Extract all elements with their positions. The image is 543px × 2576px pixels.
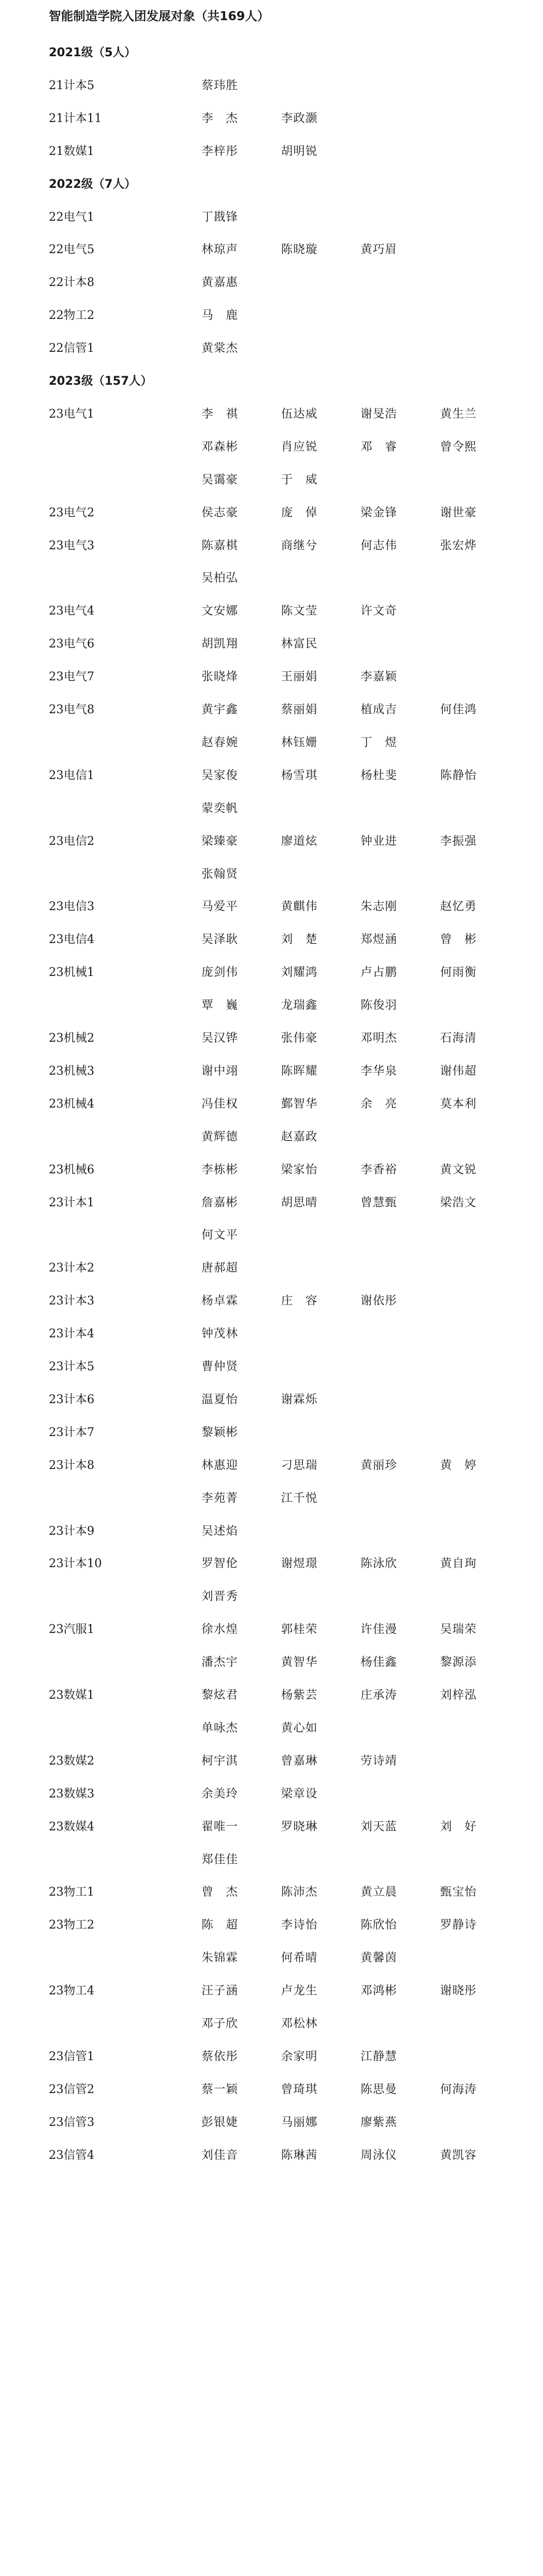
member-name: 吴家俊 — [202, 768, 239, 782]
class-name: 21计本5 — [49, 79, 94, 92]
member-name: 黄麒伟 — [281, 900, 318, 914]
member-name: 黄巧眉 — [361, 243, 398, 257]
member-name: 覃 巍 — [202, 999, 239, 1013]
member-name: 黄立晨 — [361, 1886, 398, 1899]
class-name: 23电信1 — [49, 768, 94, 782]
member-name: 石海清 — [440, 1032, 477, 1045]
class-name: 23信管4 — [49, 2148, 94, 2162]
member-name: 朱志刚 — [361, 900, 398, 914]
class-name: 21计本11 — [49, 111, 102, 125]
member-name: 杨雪琪 — [281, 768, 318, 782]
member-name: 侯志豪 — [202, 506, 239, 520]
member-name: 张翰贤 — [202, 867, 239, 881]
member-name: 陈俊羽 — [361, 999, 398, 1013]
member-name: 梁金锋 — [361, 506, 398, 520]
document-title: 智能制造学院入团发展对象（共169人） — [49, 10, 270, 23]
member-name: 黄自珣 — [440, 1557, 477, 1571]
class-name: 23电气3 — [49, 539, 94, 552]
member-name: 李 祺 — [202, 407, 239, 421]
member-name: 黄生兰 — [440, 407, 477, 421]
year-heading: 2022级（7人） — [49, 177, 136, 191]
class-name: 23计本9 — [49, 1524, 94, 1538]
member-name: 翟唯一 — [202, 1820, 239, 1834]
member-name: 蒙奕帆 — [202, 801, 239, 815]
member-name: 何希晴 — [281, 1951, 318, 1965]
member-name: 马丽娜 — [281, 2115, 318, 2129]
member-name: 龙瑞鑫 — [281, 999, 318, 1013]
member-name: 梁臻豪 — [202, 834, 239, 848]
class-name: 23信管2 — [49, 2082, 94, 2096]
member-name: 梁浩文 — [440, 1196, 477, 1209]
member-name: 张宏烨 — [440, 539, 477, 552]
member-name: 谢伟超 — [440, 1064, 477, 1078]
member-name: 何志伟 — [361, 539, 398, 552]
member-name: 肖应锐 — [281, 440, 318, 454]
class-name: 23电信4 — [49, 933, 94, 947]
member-name: 刘佳音 — [202, 2148, 239, 2162]
member-name: 蔡丽娟 — [281, 703, 318, 716]
member-name: 陈静怡 — [440, 768, 477, 782]
class-name: 23电气6 — [49, 637, 94, 651]
member-name: 黎炫君 — [202, 1689, 239, 1702]
member-name: 林富民 — [281, 637, 318, 651]
class-name: 23物工2 — [49, 1918, 94, 1932]
member-name: 谢霖烁 — [281, 1393, 318, 1406]
member-name: 黄嘉惠 — [202, 276, 239, 290]
class-name: 23计本4 — [49, 1327, 94, 1341]
class-name: 23物工4 — [49, 1984, 94, 1998]
member-name: 曾令熙 — [440, 440, 477, 454]
member-name: 杨佳鑫 — [361, 1656, 398, 1670]
member-name: 冯佳权 — [202, 1097, 239, 1111]
class-name: 22电气1 — [49, 210, 94, 224]
member-name: 杨卓霖 — [202, 1294, 239, 1308]
member-name: 李 杰 — [202, 111, 239, 125]
member-name: 黄丽珍 — [361, 1458, 398, 1472]
member-name: 曹仲贤 — [202, 1360, 239, 1373]
member-name: 邓松林 — [281, 2017, 318, 2030]
member-name: 刘 好 — [440, 1820, 477, 1834]
class-name: 22信管1 — [49, 342, 94, 356]
member-name: 黄心如 — [281, 1721, 318, 1735]
member-name: 廖道炫 — [281, 834, 318, 848]
class-name: 23电气7 — [49, 670, 94, 684]
member-name: 曾嘉琳 — [281, 1754, 318, 1768]
class-name: 23计本7 — [49, 1425, 94, 1439]
class-name: 23计本6 — [49, 1393, 94, 1406]
member-name: 于 威 — [281, 473, 318, 487]
member-name: 许文奇 — [361, 604, 398, 618]
member-name: 黄棠杰 — [202, 342, 239, 356]
member-name: 罗静诗 — [440, 1918, 477, 1932]
member-name: 李嘉颖 — [361, 670, 398, 684]
member-name: 吴述焰 — [202, 1524, 239, 1538]
member-name: 彭银婕 — [202, 2115, 239, 2129]
class-name: 22计本8 — [49, 276, 94, 290]
member-name: 李政灏 — [281, 111, 318, 125]
member-name: 马爱平 — [202, 900, 239, 914]
member-name: 陈琳茜 — [281, 2148, 318, 2162]
member-name: 罗智伦 — [202, 1557, 239, 1571]
member-name: 赵忆勇 — [440, 900, 477, 914]
member-name: 鄞智华 — [281, 1097, 318, 1111]
member-name: 郑佳佳 — [202, 1853, 239, 1866]
member-name: 杨杜斐 — [361, 768, 398, 782]
member-name: 钟茂林 — [202, 1327, 239, 1341]
class-name: 23计本10 — [49, 1557, 102, 1571]
member-name: 谢晓彤 — [440, 1984, 477, 1998]
member-name: 卢龙生 — [281, 1984, 318, 1998]
member-name: 吴霭豪 — [202, 473, 239, 487]
member-name: 黄宇鑫 — [202, 703, 239, 716]
class-name: 23电气8 — [49, 703, 94, 716]
member-name: 黄智华 — [281, 1656, 318, 1670]
member-name: 陈晖耀 — [281, 1064, 318, 1078]
member-name: 邓森彬 — [202, 440, 239, 454]
class-name: 23电信3 — [49, 900, 94, 914]
class-name: 22物工2 — [49, 309, 94, 323]
member-name: 黄 婷 — [440, 1458, 477, 1472]
member-name: 刘天蓝 — [361, 1820, 398, 1834]
member-name: 刘梓泓 — [440, 1689, 477, 1702]
member-name: 伍达威 — [281, 407, 318, 421]
member-name: 黄凯容 — [440, 2148, 477, 2162]
member-name: 林惠迎 — [202, 1458, 239, 1472]
member-name: 赵嘉政 — [281, 1130, 318, 1144]
member-name: 黎源添 — [440, 1656, 477, 1670]
year-heading: 2023级（157人） — [49, 375, 153, 388]
member-name: 邓鸿彬 — [361, 1984, 398, 1998]
member-name: 江静慧 — [361, 2050, 398, 2063]
member-name: 卢占鹏 — [361, 966, 398, 980]
member-name: 陈文莹 — [281, 604, 318, 618]
class-name: 21数媒1 — [49, 144, 94, 158]
class-name: 23计本1 — [49, 1196, 94, 1209]
member-name: 庞 倬 — [281, 506, 318, 520]
member-name: 李振强 — [440, 834, 477, 848]
member-name: 谢中翊 — [202, 1064, 239, 1078]
member-name: 詹嘉彬 — [202, 1196, 239, 1209]
member-name: 余 亮 — [361, 1097, 398, 1111]
member-name: 蔡一颖 — [202, 2082, 239, 2096]
member-name: 庄 容 — [281, 1294, 318, 1308]
class-name: 23电气4 — [49, 604, 94, 618]
member-name: 陈晓璇 — [281, 243, 318, 257]
member-name: 植成吉 — [361, 703, 398, 716]
member-name: 李诗怡 — [281, 1918, 318, 1932]
member-name: 陈思曼 — [361, 2082, 398, 2096]
class-name: 23机械3 — [49, 1064, 94, 1078]
member-name: 蔡依彤 — [202, 2050, 239, 2063]
class-name: 23计本5 — [49, 1360, 94, 1373]
member-name: 王丽娟 — [281, 670, 318, 684]
member-name: 李苑菁 — [202, 1491, 239, 1505]
member-name: 许佳漫 — [361, 1623, 398, 1637]
member-name: 曾慧甄 — [361, 1196, 398, 1209]
member-name: 陈泳欣 — [361, 1557, 398, 1571]
member-name: 余美玲 — [202, 1787, 239, 1801]
member-name: 黄馨茵 — [361, 1951, 398, 1965]
member-name: 赵春婉 — [202, 736, 239, 749]
member-name: 庄承涛 — [361, 1689, 398, 1702]
member-name: 谢煜璟 — [281, 1557, 318, 1571]
member-name: 张晓烽 — [202, 670, 239, 684]
member-name: 张伟豪 — [281, 1032, 318, 1045]
member-name: 徐水煌 — [202, 1623, 239, 1637]
member-name: 商继兮 — [281, 539, 318, 552]
member-name: 钟业进 — [361, 834, 398, 848]
member-name: 谢依彤 — [361, 1294, 398, 1308]
class-name: 23数媒1 — [49, 1689, 94, 1702]
year-heading: 2021级（5人） — [49, 46, 136, 59]
class-name: 23机械4 — [49, 1097, 94, 1111]
member-name: 陈欣怡 — [361, 1918, 398, 1932]
member-name: 刘耀鸿 — [281, 966, 318, 980]
member-name: 邓 睿 — [361, 440, 398, 454]
class-name: 23计本8 — [49, 1458, 94, 1472]
member-name: 陈嘉棋 — [202, 539, 239, 552]
class-name: 23计本2 — [49, 1261, 94, 1275]
member-name: 曾 彬 — [440, 933, 477, 947]
member-name: 黎颖彬 — [202, 1425, 239, 1439]
member-name: 汪子涵 — [202, 1984, 239, 1998]
member-name: 李梓彤 — [202, 144, 239, 158]
member-name: 丁戡锋 — [202, 210, 239, 224]
member-name: 胡凯翔 — [202, 637, 239, 651]
member-name: 李香裕 — [361, 1163, 398, 1177]
member-name: 劳诗靖 — [361, 1754, 398, 1768]
class-name: 23机械2 — [49, 1032, 94, 1045]
class-name: 23物工1 — [49, 1886, 94, 1899]
class-name: 23信管1 — [49, 2050, 94, 2063]
member-name: 郭桂荣 — [281, 1623, 318, 1637]
member-name: 朱锦霖 — [202, 1951, 239, 1965]
member-name: 陈沛杰 — [281, 1886, 318, 1899]
member-name: 谢世豪 — [440, 506, 477, 520]
class-name: 23信管3 — [49, 2115, 94, 2129]
member-name: 胡明锐 — [281, 144, 318, 158]
member-name: 温夏怡 — [202, 1393, 239, 1406]
member-name: 杨紫芸 — [281, 1689, 318, 1702]
member-name: 黄文锐 — [440, 1163, 477, 1177]
member-name: 吴柏弘 — [202, 572, 239, 585]
member-name: 邓子欣 — [202, 2017, 239, 2030]
class-name: 23机械6 — [49, 1163, 94, 1177]
member-name: 廖紫燕 — [361, 2115, 398, 2129]
class-name: 23电信2 — [49, 834, 94, 848]
member-name: 潘杰宇 — [202, 1656, 239, 1670]
class-name: 23计本3 — [49, 1294, 94, 1308]
member-name: 吴泽耿 — [202, 933, 239, 947]
member-name: 单咏杰 — [202, 1721, 239, 1735]
member-name: 何雨衡 — [440, 966, 477, 980]
member-name: 唐郝超 — [202, 1261, 239, 1275]
class-name: 23数媒2 — [49, 1754, 94, 1768]
member-name: 谢旻浩 — [361, 407, 398, 421]
member-name: 刘 楚 — [281, 933, 318, 947]
member-name: 余家明 — [281, 2050, 318, 2063]
member-name: 胡思晴 — [281, 1196, 318, 1209]
member-name: 甄宝怡 — [440, 1886, 477, 1899]
member-name: 李栋彬 — [202, 1163, 239, 1177]
member-name: 梁章设 — [281, 1787, 318, 1801]
class-name: 23汽服1 — [49, 1623, 94, 1637]
member-name: 曾琦琪 — [281, 2082, 318, 2096]
member-name: 莫本利 — [440, 1097, 477, 1111]
member-name: 李华泉 — [361, 1064, 398, 1078]
class-name: 23机械1 — [49, 966, 94, 980]
member-name: 柯宇淇 — [202, 1754, 239, 1768]
class-name: 23电气1 — [49, 407, 94, 421]
member-name: 江千悦 — [281, 1491, 318, 1505]
member-name: 曾 杰 — [202, 1886, 239, 1899]
member-name: 陈 超 — [202, 1918, 239, 1932]
member-name: 何海涛 — [440, 2082, 477, 2096]
class-name: 22电气5 — [49, 243, 94, 257]
member-name: 黄辉德 — [202, 1130, 239, 1144]
class-name: 23电气2 — [49, 506, 94, 520]
member-name: 邓明杰 — [361, 1032, 398, 1045]
member-name: 丁 煜 — [361, 736, 398, 749]
member-name: 何佳鸿 — [440, 703, 477, 716]
member-name: 马 鹿 — [202, 309, 239, 323]
member-name: 刘晋秀 — [202, 1590, 239, 1604]
member-name: 周泳仪 — [361, 2148, 398, 2162]
member-name: 郑煜涵 — [361, 933, 398, 947]
class-name: 23数媒4 — [49, 1820, 94, 1834]
class-name: 23数媒3 — [49, 1787, 94, 1801]
member-name: 梁家怡 — [281, 1163, 318, 1177]
member-name: 庞剑伟 — [202, 966, 239, 980]
member-name: 林钰姗 — [281, 736, 318, 749]
member-name: 吴瑞荣 — [440, 1623, 477, 1637]
member-name: 刁思瑞 — [281, 1458, 318, 1472]
member-name: 何文平 — [202, 1229, 239, 1242]
member-name: 蔡玮胜 — [202, 79, 239, 92]
member-name: 林琼声 — [202, 243, 239, 257]
member-name: 吴汉铧 — [202, 1032, 239, 1045]
member-name: 罗晓琳 — [281, 1820, 318, 1834]
member-name: 文安娜 — [202, 604, 239, 618]
